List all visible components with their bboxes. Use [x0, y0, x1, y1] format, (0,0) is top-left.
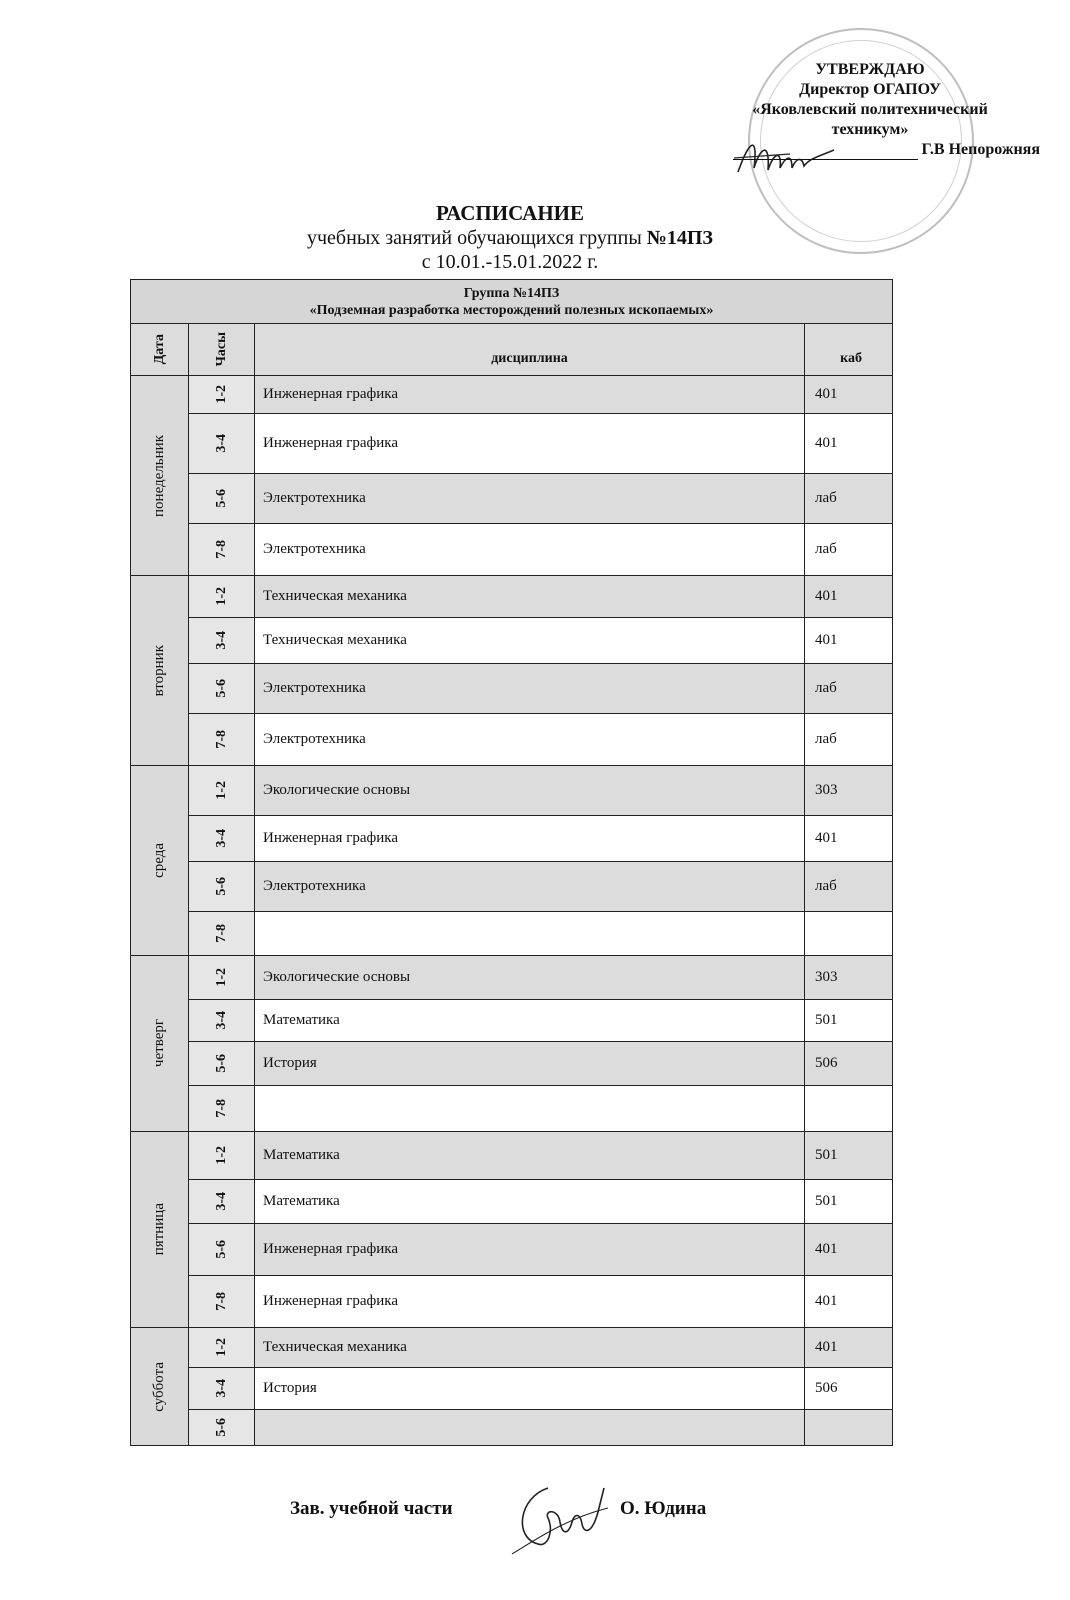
subject-cell: Электротехника [255, 524, 805, 576]
col-header-discipline: дисциплина [255, 324, 805, 376]
subject-cell: История [255, 1042, 805, 1086]
hours-cell [189, 474, 255, 524]
day-cell [131, 576, 189, 766]
footer-name: О. Юдина [620, 1498, 707, 1519]
group-title: Группа №14ПЗ [463, 285, 560, 301]
footer-role: Зав. учебной части [290, 1498, 453, 1519]
hours-label: 1-2 [213, 587, 229, 606]
hours-cell [189, 618, 255, 664]
room-cell: 401 [805, 1276, 893, 1328]
subject-cell: Техническая механика [255, 618, 805, 664]
room-cell: 401 [805, 376, 893, 414]
room-cell: 401 [805, 414, 893, 474]
hours-cell [189, 714, 255, 766]
table-row [131, 1368, 893, 1410]
room-cell: 401 [805, 816, 893, 862]
hours-cell [189, 1132, 255, 1180]
room-cell [805, 1410, 893, 1446]
footer-signoff [290, 1498, 707, 1520]
hours-cell [189, 1180, 255, 1224]
hours-label: 5-6 [213, 679, 229, 698]
subtitle-text: учебных занятий обучающихся группы [307, 227, 647, 249]
col-header-date-label: Дата [151, 334, 167, 365]
subject-cell: Электротехника [255, 714, 805, 766]
day-name: четверг [151, 1019, 167, 1068]
table-row [131, 376, 893, 414]
hours-label: 7-8 [213, 730, 229, 749]
subject-cell: Электротехника [255, 474, 805, 524]
hours-cell [189, 1368, 255, 1410]
hours-cell [189, 376, 255, 414]
approval-signatory: Г.В Непорожняя [921, 141, 1040, 158]
hours-label: 5-6 [213, 1054, 229, 1073]
room-cell: 303 [805, 766, 893, 816]
room-cell [805, 912, 893, 956]
hours-label: 3-4 [213, 631, 229, 650]
subject-cell [255, 912, 805, 956]
hours-cell [189, 1410, 255, 1446]
room-cell: 506 [805, 1368, 893, 1410]
approval-position: Директор ОГАПОУ [799, 81, 941, 98]
day-cell [131, 1328, 189, 1446]
hours-label: 1-2 [213, 385, 229, 404]
hours-label: 5-6 [213, 1240, 229, 1259]
hours-cell [189, 912, 255, 956]
document-title-block [230, 200, 790, 274]
table-row [131, 714, 893, 766]
hours-cell [189, 576, 255, 618]
group-specialty: «Подземная разработка месторождений полезных ископаемых» [309, 302, 714, 318]
room-cell: 506 [805, 1042, 893, 1086]
hours-cell [189, 1224, 255, 1276]
subject-cell: Инженерная графика [255, 1224, 805, 1276]
hours-cell [189, 862, 255, 912]
hours-cell [189, 816, 255, 862]
hours-label: 3-4 [213, 1192, 229, 1211]
hours-label: 7-8 [213, 1099, 229, 1118]
subject-cell: Математика [255, 1132, 805, 1180]
room-cell: лаб [805, 664, 893, 714]
table-row [131, 618, 893, 664]
col-header-room: каб [805, 324, 893, 376]
hours-cell [189, 956, 255, 1000]
subtitle-group: №14ПЗ [646, 227, 713, 249]
hours-cell [189, 664, 255, 714]
hours-cell [189, 1042, 255, 1086]
hours-label: 3-4 [213, 434, 229, 453]
col-header-hours [189, 324, 255, 376]
subject-cell: Экологические основы [255, 766, 805, 816]
subject-cell: Электротехника [255, 664, 805, 714]
room-cell: 303 [805, 956, 893, 1000]
table-row [131, 474, 893, 524]
day-cell [131, 956, 189, 1132]
table-row [131, 1224, 893, 1276]
day-cell [131, 766, 189, 956]
table-row [131, 414, 893, 474]
subject-cell [255, 1086, 805, 1132]
table-row [131, 816, 893, 862]
hours-cell [189, 1328, 255, 1368]
hours-label: 3-4 [213, 829, 229, 848]
table-row [131, 1086, 893, 1132]
subject-cell: Инженерная графика [255, 816, 805, 862]
hours-label: 7-8 [213, 924, 229, 943]
table-group-header [131, 280, 893, 324]
signature-underline [733, 141, 918, 160]
subject-cell: Математика [255, 1000, 805, 1042]
day-name: суббота [151, 1361, 167, 1412]
room-cell: лаб [805, 714, 893, 766]
table-row [131, 1328, 893, 1368]
room-cell: 501 [805, 1000, 893, 1042]
subject-cell: Техническая механика [255, 576, 805, 618]
subject-cell: Электротехника [255, 862, 805, 912]
day-name: вторник [151, 644, 167, 697]
table-row [131, 1000, 893, 1042]
room-cell: 401 [805, 1224, 893, 1276]
room-cell: 401 [805, 618, 893, 664]
hours-label: 3-4 [213, 1379, 229, 1398]
approval-block [700, 60, 1040, 160]
deputy-signature [508, 1478, 618, 1558]
subject-cell [255, 1410, 805, 1446]
hours-cell [189, 524, 255, 576]
table-row [131, 664, 893, 714]
approval-org-cont: техникум» [831, 121, 909, 138]
hours-label: 1-2 [213, 968, 229, 987]
hours-cell [189, 766, 255, 816]
approval-signature-line [700, 140, 1040, 160]
subject-cell: История [255, 1368, 805, 1410]
table-row [131, 862, 893, 912]
subject-cell: Инженерная графика [255, 376, 805, 414]
day-name: пятница [151, 1203, 167, 1256]
hours-cell [189, 1276, 255, 1328]
table-row [131, 766, 893, 816]
room-cell: лаб [805, 524, 893, 576]
subject-cell: Математика [255, 1180, 805, 1224]
day-cell [131, 1132, 189, 1328]
hours-cell [189, 414, 255, 474]
room-cell: лаб [805, 862, 893, 912]
document-subtitle [230, 226, 790, 250]
table-row [131, 576, 893, 618]
hours-label: 5-6 [213, 1418, 229, 1437]
day-cell [131, 376, 189, 576]
table-row [131, 524, 893, 576]
subject-cell: Экологические основы [255, 956, 805, 1000]
hours-label: 7-8 [213, 1292, 229, 1311]
col-header-hours-label: Часы [213, 332, 229, 367]
hours-cell [189, 1000, 255, 1042]
room-cell: 401 [805, 576, 893, 618]
table-row [131, 1276, 893, 1328]
table-group-header-row [131, 280, 893, 324]
table-row [131, 1042, 893, 1086]
subject-cell: Инженерная графика [255, 414, 805, 474]
hours-label: 7-8 [213, 540, 229, 559]
col-header-date [131, 324, 189, 376]
table-row [131, 1410, 893, 1446]
table-row [131, 1132, 893, 1180]
day-name: понедельник [151, 434, 167, 517]
room-cell: 401 [805, 1328, 893, 1368]
hours-label: 5-6 [213, 489, 229, 508]
table-row [131, 912, 893, 956]
room-cell [805, 1086, 893, 1132]
hours-label: 1-2 [213, 781, 229, 800]
subject-cell: Инженерная графика [255, 1276, 805, 1328]
schedule-table [130, 279, 893, 1446]
room-cell: 501 [805, 1132, 893, 1180]
hours-cell [189, 1086, 255, 1132]
room-cell: лаб [805, 474, 893, 524]
approval-org: «Яковлевский политехнический [752, 101, 988, 118]
table-column-header-row [131, 324, 893, 376]
room-cell: 501 [805, 1180, 893, 1224]
table-row [131, 1180, 893, 1224]
table-row [131, 956, 893, 1000]
hours-label: 3-4 [213, 1011, 229, 1030]
subject-cell: Техническая механика [255, 1328, 805, 1368]
approval-heading: УТВЕРЖДАЮ [815, 61, 925, 78]
schedule-period: с 10.01.-15.01.2022 г. [421, 251, 599, 273]
document-title: РАСПИСАНИЕ [435, 201, 585, 225]
hours-label: 1-2 [213, 1146, 229, 1165]
hours-label: 1-2 [213, 1338, 229, 1357]
hours-label: 5-6 [213, 877, 229, 896]
day-name: среда [151, 843, 167, 878]
